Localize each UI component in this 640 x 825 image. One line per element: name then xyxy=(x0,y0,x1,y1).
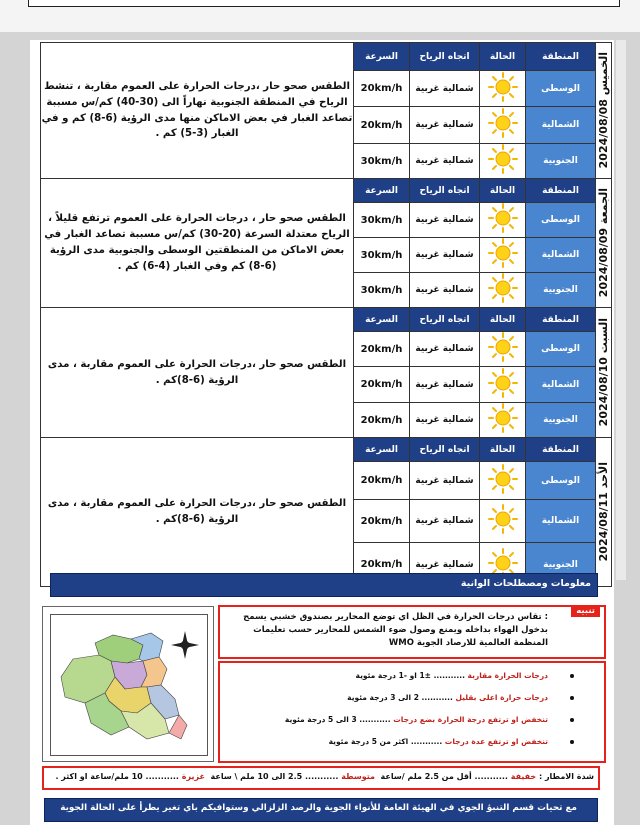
col-condition-header: الحالة xyxy=(480,179,526,203)
day-date: السبت 2024/08/10 xyxy=(597,318,610,427)
wind-speed: 20km/h xyxy=(354,462,410,500)
col-condition-header: الحالة xyxy=(480,43,526,71)
wind-speed: 20km/h xyxy=(354,107,410,144)
criterion-several-degrees: تنخفض او ترتفع عدة درجات ........... اكثر من 5 درجة مئوية xyxy=(234,737,574,746)
region-name: الجنوبية xyxy=(526,273,596,308)
glossary-title: معلومات ومصطلحات الوانية xyxy=(460,578,591,589)
note-text: : تقاس درجات الحرارة في الظل اي توضع المحارير بصندوق خشبي يسمح بدخول الهواء بداخله ويمنع وصول ضوء الشمس للمحارير حسب تعليمات المنظمة العالمية للارصاد الجوية WMO xyxy=(243,612,548,649)
sunny-icon xyxy=(488,144,518,174)
wind-speed: 20km/h xyxy=(354,332,410,367)
day-description: الطقس صحو حار ،درجات الحرارة على العموم مقاربة ، مدى الرؤية (6-8)كم . xyxy=(41,308,354,438)
condition-cell xyxy=(480,367,526,403)
day-date: الجمعة 2024/08/09 xyxy=(597,188,610,298)
col-wind-dir-header: اتجاه الرياح xyxy=(410,43,480,71)
forecast-day-header-row xyxy=(41,179,612,203)
col-wind-dir-header: اتجاه الرياح xyxy=(410,308,480,332)
region-name: الوسطى xyxy=(526,462,596,500)
sunny-icon xyxy=(488,464,518,494)
previous-page-frame xyxy=(28,0,620,7)
condition-cell xyxy=(480,462,526,500)
condition-cell xyxy=(480,273,526,308)
sunny-icon xyxy=(488,504,518,534)
day-date: الأحد 2024/08/11 xyxy=(597,462,610,562)
sunny-icon xyxy=(488,332,518,362)
region-name: الشمالية xyxy=(526,500,596,543)
wind-direction: شمالية غربية xyxy=(410,543,480,587)
wind-speed: 30km/h xyxy=(354,273,410,308)
glossary-header xyxy=(50,573,598,597)
footer-text: مع تحيات قسم التنبؤ الجوي في الهيئة العامة للأنواء الجوية والرصد الزلزالي وستوافيكم باي تغير يطرأ على الحالة الجوية xyxy=(60,803,577,813)
criterion-similar: درجات الحرارة مقاربة ........... ±1 او -1 درجة مئوية xyxy=(234,671,574,680)
col-condition-header: الحالة xyxy=(480,308,526,332)
region-name: الشمالية xyxy=(526,238,596,273)
forecast-day-header-row xyxy=(41,43,612,71)
sunny-icon xyxy=(488,238,518,268)
day-date-cell xyxy=(596,43,612,179)
condition-cell xyxy=(480,500,526,543)
wind-speed: 20km/h xyxy=(354,500,410,543)
note-badge: تنبيه xyxy=(571,605,600,617)
wind-speed: 30km/h xyxy=(354,144,410,179)
region-name: الجنوبية xyxy=(526,144,596,179)
region-name: الوسطى xyxy=(526,203,596,238)
wind-direction: شمالية غربية xyxy=(410,71,480,107)
region-name: الشمالية xyxy=(526,107,596,144)
wind-direction: شمالية غربية xyxy=(410,273,480,308)
wind-direction: شمالية غربية xyxy=(410,203,480,238)
criterion-slightly-higher: درجات حرارة اعلى بقليل ........... 2 الى 3 درجة مئوية xyxy=(234,693,574,702)
region-name: الشمالية xyxy=(526,367,596,403)
col-speed-header: السرعة xyxy=(354,308,410,332)
wind-speed: 30km/h xyxy=(354,238,410,273)
col-region-header: المنطقة xyxy=(526,179,596,203)
col-speed-header: السرعة xyxy=(354,43,410,71)
wind-speed: 30km/h xyxy=(354,203,410,238)
forecast-day-header-row xyxy=(41,308,612,332)
condition-cell xyxy=(480,71,526,107)
wind-speed: 20km/h xyxy=(354,367,410,403)
wind-direction: شمالية غربية xyxy=(410,403,480,438)
col-region-header: المنطقة xyxy=(526,43,596,71)
day-date-cell xyxy=(596,179,612,308)
wind-direction: شمالية غربية xyxy=(410,367,480,403)
region-name: الوسطى xyxy=(526,71,596,107)
iraq-map xyxy=(50,614,208,756)
sunny-icon xyxy=(488,403,518,433)
sunny-icon xyxy=(488,72,518,102)
col-speed-header: السرعة xyxy=(354,179,410,203)
wind-direction: شمالية غربية xyxy=(410,332,480,367)
temperature-note xyxy=(218,605,606,659)
sunny-icon xyxy=(488,108,518,138)
region-name: الوسطى xyxy=(526,332,596,367)
wind-direction: شمالية غربية xyxy=(410,238,480,273)
iraq-region-map xyxy=(51,615,207,755)
sunny-icon xyxy=(488,273,518,303)
page-shadow xyxy=(616,40,626,580)
wind-direction: شمالية غربية xyxy=(410,107,480,144)
region-name: الجنوبية xyxy=(526,403,596,438)
day-description: الطقس صحو حار ،درجات الحرارة على العموم مقاربة ، مدى الرؤية (6-8)كم . xyxy=(41,438,354,587)
col-condition-header: الحالة xyxy=(480,438,526,462)
sunny-icon xyxy=(488,368,518,398)
day-description: الطقس صحو حار ،درجات الحرارة على العموم مقاربة ، تنشط الرياح في المنطقة الجنوبية نهاراً الى (30-40) كم/س مسببة تصاعد الغبار في بعض الاماكن منها مدى الرؤية (6-8) كم و في الغبار (3-5) كم . xyxy=(41,43,354,179)
col-wind-dir-header: اتجاه الرياح xyxy=(410,438,480,462)
forecast-table xyxy=(40,42,612,587)
temperature-criteria-box xyxy=(218,661,606,763)
condition-cell xyxy=(480,144,526,179)
wind-direction: شمالية غربية xyxy=(410,462,480,500)
wind-speed: 20km/h xyxy=(354,71,410,107)
col-region-header: المنطقة xyxy=(526,308,596,332)
day-date-cell xyxy=(596,438,612,587)
day-date-cell xyxy=(596,308,612,438)
region-name: الجنوبية xyxy=(526,543,596,587)
sunny-icon xyxy=(488,203,518,233)
condition-cell xyxy=(480,332,526,367)
condition-cell xyxy=(480,403,526,438)
forecast-day-header-row xyxy=(41,438,612,462)
condition-cell xyxy=(480,238,526,273)
condition-cell xyxy=(480,203,526,238)
wind-direction: شمالية غربية xyxy=(410,500,480,543)
condition-cell xyxy=(480,107,526,144)
wind-speed: 20km/h xyxy=(354,543,410,587)
rain-intensity-text: شدة الامطار : خفيفة ........... أقل من 2.5 ملم /ساعة متوسطة ........... 2.5 الى 10 ملم \ ساعة غزيرة ........... 10 ملم/ساعة او اكثر . xyxy=(55,772,594,781)
iraq-map-frame xyxy=(42,606,214,762)
footer-bar xyxy=(44,798,598,822)
wind-speed: 20km/h xyxy=(354,403,410,438)
north-arrow-icon xyxy=(171,631,199,659)
wind-direction: شمالية غربية xyxy=(410,144,480,179)
col-wind-dir-header: اتجاه الرياح xyxy=(410,179,480,203)
day-date: الخميس 2024/08/08 xyxy=(597,52,610,169)
col-speed-header: السرعة xyxy=(354,438,410,462)
col-region-header: المنطقة xyxy=(526,438,596,462)
criterion-few-degrees: تنخفض او ترتفع درجة الحرارة بضع درجات ........... 3 الى 5 درجة مئوية xyxy=(234,715,574,724)
rain-intensity-box xyxy=(42,766,600,790)
day-description: الطقس صحو حار ، درجات الحرارة على العموم ترتفع قليلاً ، الرياح معتدلة السرعة (20-30) كم/س مسببة تصاعد الغبار في بعض الاماكن من المنطقتين الوسطى والجنوبية مدى الرؤية (6-8) كم وفي الغبار (4-6) كم . xyxy=(41,179,354,308)
